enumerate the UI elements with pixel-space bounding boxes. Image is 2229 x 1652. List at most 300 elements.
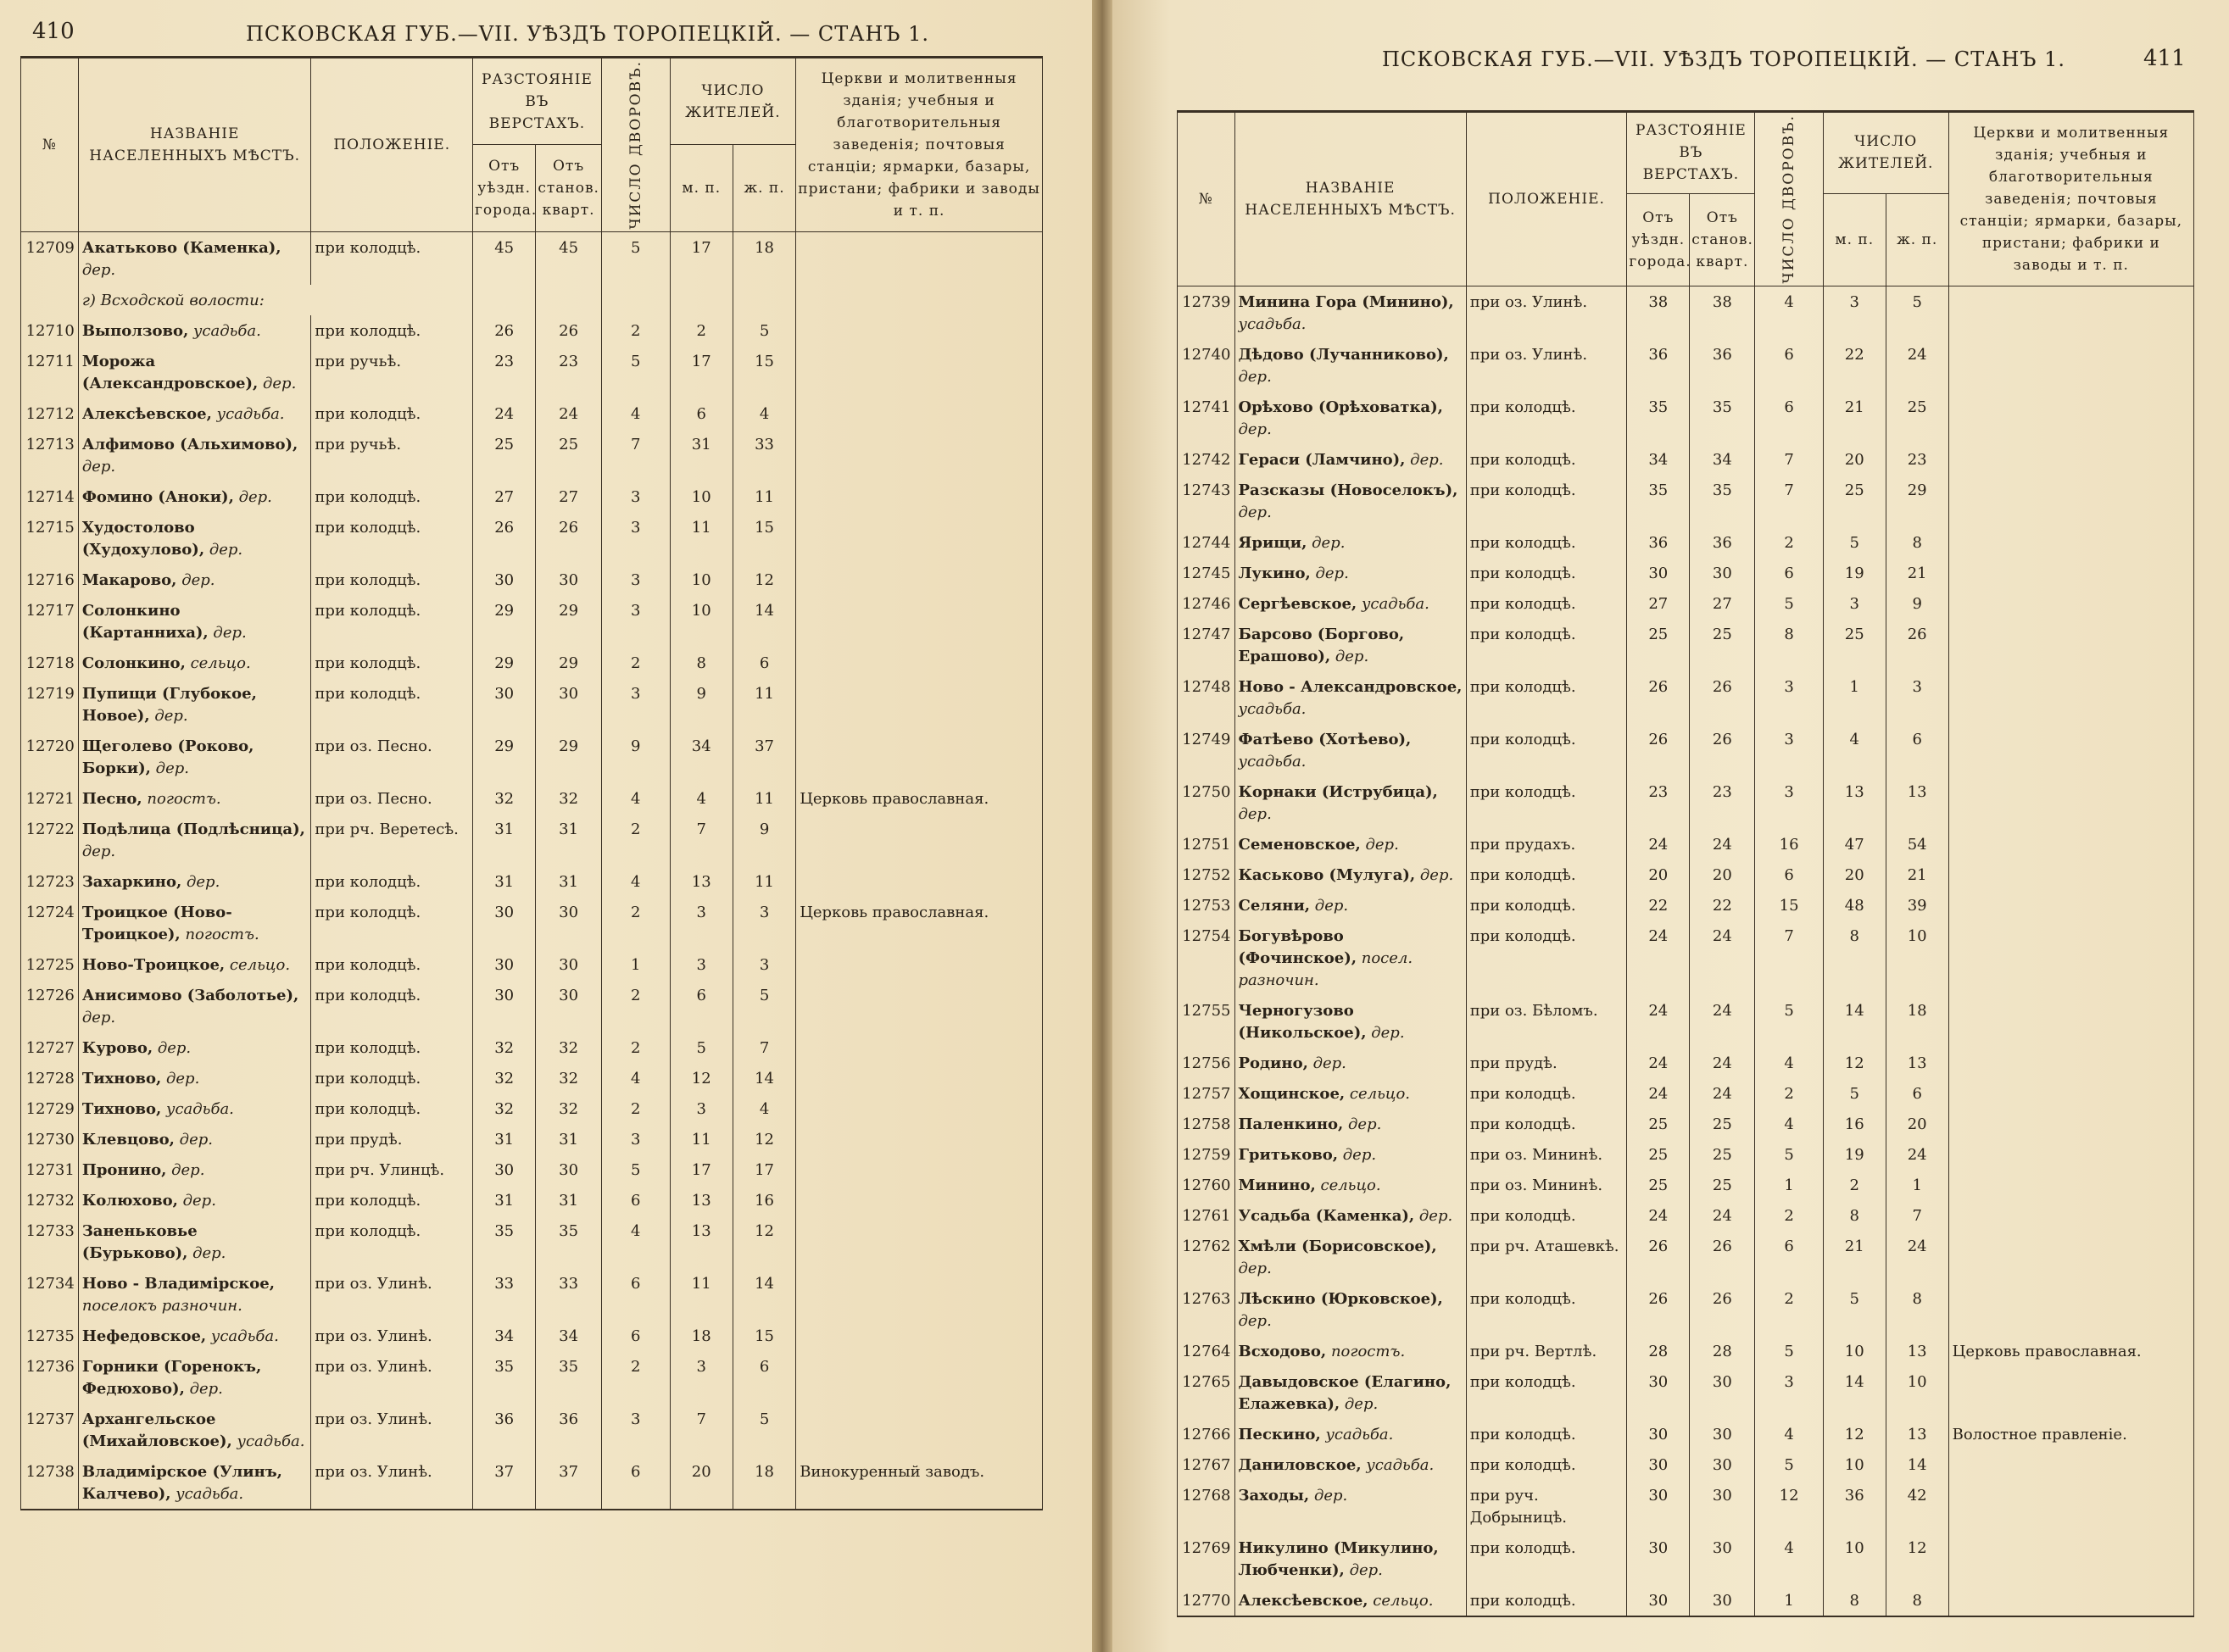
- col-dist-city-header: Отъ уѣздн. города.: [473, 145, 536, 231]
- cell-female: 3: [1886, 671, 1948, 724]
- place-name: Алексѣевское,: [81, 404, 212, 423]
- cell-number: 12768: [1178, 1480, 1235, 1532]
- cell-yards: 7: [1755, 444, 1823, 475]
- place-type: дер.: [81, 260, 116, 279]
- cell-male: 21: [1823, 1231, 1886, 1283]
- cell-yards: 3: [1755, 1366, 1823, 1419]
- cell-male: 11: [670, 1268, 733, 1321]
- cell-male: 5: [1823, 1078, 1886, 1109]
- cell-yards: 4: [1755, 1109, 1823, 1139]
- place-type: дер.: [1410, 450, 1444, 469]
- cell-dist-stan: 24: [1690, 921, 1755, 995]
- cell-note: [796, 1321, 1043, 1351]
- cell-number: 12742: [1178, 444, 1235, 475]
- table-row: [21, 565, 1043, 595]
- cell-note: [796, 1404, 1043, 1456]
- cell-dist-city: 36: [473, 1404, 536, 1456]
- table-row: [21, 315, 1043, 346]
- cell-note: [796, 481, 1043, 512]
- cell-dist-city: 36: [1627, 527, 1690, 558]
- table-row: [1178, 1078, 2194, 1109]
- place-name: Минино,: [1238, 1176, 1316, 1194]
- table-row: [1178, 921, 2194, 995]
- cell-place-name: [78, 783, 311, 814]
- col-inhabitants-header: ЧИСЛО ЖИТЕЛЕЙ.: [670, 58, 796, 145]
- cell-dist-city: 27: [1627, 588, 1690, 619]
- table-row: [1178, 859, 2194, 890]
- table-row: [1178, 1366, 2194, 1419]
- cell-position: при колодцѣ.: [311, 648, 473, 678]
- place-name: Семеновское,: [1238, 835, 1361, 854]
- cell-position: при колодцѣ.: [311, 398, 473, 429]
- cell-dist-city: 26: [1627, 671, 1690, 724]
- cell-number: 12711: [21, 346, 79, 398]
- place-type: дер.: [1365, 835, 1399, 854]
- place-type: дер.: [1419, 865, 1454, 884]
- cell-male: 3: [1823, 588, 1886, 619]
- cell-note: [796, 1351, 1043, 1404]
- cell-number: 12764: [1178, 1336, 1235, 1366]
- col-num-header: №: [21, 58, 79, 232]
- cell-female: 24: [1886, 1231, 1948, 1283]
- cell-dist-stan: 24: [1690, 995, 1755, 1048]
- cell-female: 5: [733, 980, 795, 1032]
- cell-yards: 2: [601, 648, 670, 678]
- cell-yards: 6: [601, 1268, 670, 1321]
- table-row: [1178, 339, 2194, 392]
- cell-place-name: [78, 814, 311, 866]
- cell-number: 12756: [1178, 1048, 1235, 1078]
- table-row: [1178, 619, 2194, 671]
- place-type: дер.: [1312, 533, 1346, 552]
- place-name: Ново-Троицкое,: [81, 955, 226, 974]
- cell-dist-stan: 37: [536, 1456, 602, 1510]
- table-row: [1178, 829, 2194, 859]
- cell-note: [796, 595, 1043, 648]
- cell-dist-city: 32: [473, 783, 536, 814]
- cell-male: 13: [670, 1215, 733, 1268]
- cell-number: 12754: [1178, 921, 1235, 995]
- place-type: дер.: [181, 570, 215, 589]
- cell-position: при колодцѣ.: [1466, 1366, 1627, 1419]
- cell-note: [796, 648, 1043, 678]
- cell-number: 12745: [1178, 558, 1235, 588]
- cell-place-name: [1234, 339, 1466, 392]
- cell-note: [1948, 776, 2193, 829]
- cell-note: [1948, 1078, 2193, 1109]
- cell-position: при колодцѣ.: [1466, 724, 1627, 776]
- col-name-header: НАЗВАНІЕ НАСЕЛЕННЫХЪ МѢСТЪ.: [78, 58, 311, 232]
- place-name: Акатьково (Каменка),: [81, 238, 281, 257]
- cell-note: [796, 1124, 1043, 1154]
- cell-male: 17: [670, 1154, 733, 1185]
- cell-dist-city: 26: [473, 512, 536, 565]
- table-row: [1178, 286, 2194, 339]
- place-name: Даниловское,: [1238, 1455, 1362, 1474]
- cell-female: 21: [1886, 859, 1948, 890]
- table-row: [1178, 1170, 2194, 1200]
- cell-dist-stan: 31: [536, 814, 602, 866]
- table-row: [21, 1154, 1043, 1185]
- cell-yards: 2: [1755, 1078, 1823, 1109]
- cell-dist-city: 31: [473, 1185, 536, 1215]
- cell-place-name: [78, 1404, 311, 1456]
- cell-female: 15: [733, 346, 795, 398]
- cell-position: при колодцѣ.: [1466, 475, 1627, 527]
- col-dist-stan-header: Отъ станов. кварт.: [1690, 193, 1755, 286]
- table-row: [1178, 724, 2194, 776]
- cell-number: 12750: [1178, 776, 1235, 829]
- place-type: дер.: [166, 1069, 200, 1087]
- place-type: усадьба.: [237, 1432, 305, 1450]
- cell-note: [796, 429, 1043, 481]
- cell-yards: 4: [601, 398, 670, 429]
- cell-number: 12735: [21, 1321, 79, 1351]
- place-type: посел. разночин.: [1238, 948, 1413, 989]
- place-name: Макарово,: [81, 570, 177, 589]
- cell-number: 12724: [21, 897, 79, 949]
- cell-number: 12740: [1178, 339, 1235, 392]
- cell-number: 12720: [21, 731, 79, 783]
- place-type: дер.: [1238, 367, 1272, 386]
- place-type: сельцо.: [1320, 1176, 1381, 1194]
- cell-dist-city: 23: [1627, 776, 1690, 829]
- col-distance-header: РАЗСТОЯНІЕ ВЪ ВЕРСТАХЪ.: [473, 58, 602, 145]
- cell-female: 21: [1886, 558, 1948, 588]
- cell-dist-city: 24: [1627, 829, 1690, 859]
- cell-place-name: [1234, 1585, 1466, 1616]
- cell-female: 20: [1886, 1109, 1948, 1139]
- cell-note: [1948, 995, 2193, 1048]
- cell-place-name: [78, 897, 311, 949]
- cell-female: 13: [1886, 1419, 1948, 1449]
- table-row: [1178, 1480, 2194, 1532]
- cell-note: [1948, 1231, 2193, 1283]
- place-type: дер.: [1238, 1259, 1272, 1277]
- cell-place-name: [1234, 1200, 1466, 1231]
- table-row: [1178, 1109, 2194, 1139]
- cell-dist-city: 25: [1627, 1139, 1690, 1170]
- cell-male: 10: [1823, 1336, 1886, 1366]
- cell-dist-city: 30: [473, 565, 536, 595]
- cell-dist-stan: 24: [1690, 1200, 1755, 1231]
- table-row: [1178, 1231, 2194, 1283]
- cell-note: [796, 731, 1043, 783]
- cell-female: 10: [1886, 921, 1948, 995]
- cell-yards: 6: [601, 1456, 670, 1510]
- cell-female: 7: [1886, 1200, 1948, 1231]
- cell-dist-city: 35: [473, 1215, 536, 1268]
- cell-male: 10: [1823, 1449, 1886, 1480]
- cell-note: [1948, 859, 2193, 890]
- cell-place-name: [1234, 724, 1466, 776]
- table-row: [21, 980, 1043, 1032]
- cell-dist-city: 37: [473, 1456, 536, 1510]
- cell-dist-stan: 30: [536, 1154, 602, 1185]
- table-row: [1178, 392, 2194, 444]
- table-row: [1178, 1200, 2194, 1231]
- right-page: [1102, 0, 2229, 1652]
- cell-note: [796, 1093, 1043, 1124]
- place-type: дер.: [1335, 647, 1369, 665]
- cell-female: 39: [1886, 890, 1948, 921]
- cell-male: 21: [1823, 392, 1886, 444]
- cell-place-name: [78, 429, 311, 481]
- cell-dist-city: 35: [1627, 392, 1690, 444]
- col-inhabitants-header: ЧИСЛО ЖИТЕЛЕЙ.: [1823, 112, 1948, 194]
- cell-male: 3: [670, 1093, 733, 1124]
- cell-yards: 6: [1755, 339, 1823, 392]
- cell-position: при прудахъ.: [1466, 829, 1627, 859]
- place-name: Гритьково,: [1238, 1145, 1339, 1164]
- cell-place-name: [78, 595, 311, 648]
- place-name: Тихново,: [81, 1069, 162, 1087]
- cell-female: 42: [1886, 1480, 1948, 1532]
- cell-number: 12733: [21, 1215, 79, 1268]
- cell-number: 12744: [1178, 527, 1235, 558]
- cell-yards: 4: [1755, 1532, 1823, 1585]
- cell-female: 6: [1886, 1078, 1948, 1109]
- cell-male: 4: [670, 783, 733, 814]
- cell-note: [1948, 558, 2193, 588]
- place-name: Заненьковье (Бурьково),: [81, 1221, 198, 1262]
- cell-male: 19: [1823, 558, 1886, 588]
- cell-dist-stan: 32: [536, 1093, 602, 1124]
- cell-dist-city: 26: [473, 315, 536, 346]
- cell-note: [796, 398, 1043, 429]
- cell-yards: 4: [601, 866, 670, 897]
- cell-note: [1948, 1109, 2193, 1139]
- cell-number: 12722: [21, 814, 79, 866]
- place-name: Анисимово (Заболотье),: [81, 986, 299, 1004]
- cell-male: 2: [670, 315, 733, 346]
- table-row: [21, 866, 1043, 897]
- cell-position: при колодцѣ.: [1466, 1078, 1627, 1109]
- cell-number: 12755: [1178, 995, 1235, 1048]
- place-name: Сергѣевское,: [1238, 594, 1357, 613]
- col-dist-city-header: Отъ уѣздн. города.: [1627, 193, 1690, 286]
- cell-male: 18: [670, 1321, 733, 1351]
- place-type: усадьба.: [1325, 1425, 1394, 1443]
- cell-male: 1: [1823, 671, 1886, 724]
- cell-yards: 5: [1755, 995, 1823, 1048]
- cell-place-name: [78, 1215, 311, 1268]
- cell-dist-city: 24: [1627, 1048, 1690, 1078]
- cell-female: 5: [733, 1404, 795, 1456]
- place-name: Дѣдово (Лучанниково),: [1238, 345, 1449, 364]
- cell-place-name: [78, 1351, 311, 1404]
- cell-dist-stan: 30: [536, 897, 602, 949]
- cell-female: 7: [733, 1032, 795, 1063]
- table-row: [1178, 671, 2194, 724]
- cell-dist-city: 30: [1627, 558, 1690, 588]
- cell-position: при колодцѣ.: [1466, 1200, 1627, 1231]
- table-row: [21, 648, 1043, 678]
- table-row: [21, 512, 1043, 565]
- cell-number: 12723: [21, 866, 79, 897]
- cell-note: [1948, 339, 2193, 392]
- cell-place-name: [1234, 392, 1466, 444]
- cell-dist-stan: 36: [536, 1404, 602, 1456]
- cell-number: 12751: [1178, 829, 1235, 859]
- cell-position: при колодцѣ.: [1466, 1109, 1627, 1139]
- cell-male: 13: [670, 1185, 733, 1215]
- cell-note: [796, 1268, 1043, 1321]
- cell-dist-stan: 28: [1690, 1336, 1755, 1366]
- cell-dist-city: 25: [1627, 619, 1690, 671]
- place-type: дер.: [81, 457, 116, 476]
- cell-dist-city: 32: [473, 1093, 536, 1124]
- place-name: Заходы,: [1238, 1486, 1310, 1505]
- cell-female: 17: [733, 1154, 795, 1185]
- cell-note: [1948, 286, 2193, 339]
- cell-place-name: [78, 1063, 311, 1093]
- cell-position: при оз. Улинѣ.: [311, 1456, 473, 1510]
- table-row: [21, 897, 1043, 949]
- cell-yards: 6: [1755, 1231, 1823, 1283]
- cell-place-name: [1234, 921, 1466, 995]
- cell-female: 15: [733, 512, 795, 565]
- place-type: дер.: [1238, 503, 1272, 521]
- cell-position: при рч. Вертлѣ.: [1466, 1336, 1627, 1366]
- place-name: Алексѣевское,: [1238, 1591, 1368, 1610]
- cell-yards: 2: [601, 897, 670, 949]
- cell-number: 12747: [1178, 619, 1235, 671]
- cell-female: 18: [733, 1456, 795, 1510]
- cell-position: при руч. Добрыницѣ.: [1466, 1480, 1627, 1532]
- table-row: [1178, 1585, 2194, 1616]
- cell-dist-city: 24: [473, 398, 536, 429]
- place-name: Каськово (Мулуга),: [1238, 865, 1416, 884]
- place-name: Колюхово,: [81, 1191, 178, 1210]
- cell-yards: 5: [1755, 1139, 1823, 1170]
- cell-yards: 7: [1755, 475, 1823, 527]
- place-name: Родино,: [1238, 1054, 1308, 1072]
- cell-position: при рч. Аташевкѣ.: [1466, 1231, 1627, 1283]
- running-head-left: ПСКОВСКАЯ ГУБ.—VII. УѢЗДЪ ТОРОПЕЦКІЙ. — СТАНЪ 1.: [246, 22, 929, 46]
- cell-male: 16: [1823, 1109, 1886, 1139]
- place-name: Селяни,: [1238, 896, 1311, 915]
- cell-yards: 6: [601, 1321, 670, 1351]
- cell-number: 12714: [21, 481, 79, 512]
- col-distance-header: РАЗСТОЯНІЕ ВЪ ВЕРСТАХЪ.: [1627, 112, 1755, 194]
- col-male-header: м. п.: [1823, 193, 1886, 286]
- cell-dist-city: 26: [1627, 1283, 1690, 1336]
- cell-note: [1948, 1449, 2193, 1480]
- cell-female: 12: [733, 1215, 795, 1268]
- cell-yards: 5: [601, 1154, 670, 1185]
- table-row: [21, 814, 1043, 866]
- cell-position: при колодцѣ.: [1466, 921, 1627, 995]
- cell-note: [796, 315, 1043, 346]
- cell-yards: 2: [601, 980, 670, 1032]
- cell-yards: 6: [1755, 558, 1823, 588]
- cell-place-name: [1234, 1078, 1466, 1109]
- cell-place-name: [78, 315, 311, 346]
- cell-yards: 5: [1755, 1449, 1823, 1480]
- cell-place-name: [78, 398, 311, 429]
- cell-number: 12762: [1178, 1231, 1235, 1283]
- cell-note: [1948, 588, 2193, 619]
- place-name: Выползово,: [81, 321, 189, 340]
- cell-number: 12766: [1178, 1419, 1235, 1449]
- cell-place-name: [78, 949, 311, 980]
- cell-dist-stan: 30: [1690, 1419, 1755, 1449]
- cell-position: при рч. Улинцѣ.: [311, 1154, 473, 1185]
- cell-number: 12716: [21, 565, 79, 595]
- place-name: Архангельское (Михайловское),: [81, 1410, 232, 1450]
- cell-note: [1948, 671, 2193, 724]
- cell-place-name: [1234, 1336, 1466, 1366]
- place-type: дер.: [209, 540, 243, 559]
- cell-male: 48: [1823, 890, 1886, 921]
- cell-yards: 3: [601, 678, 670, 731]
- cell-position: при колодцѣ.: [311, 231, 473, 285]
- cell-place-name: [1234, 588, 1466, 619]
- cell-dist-stan: 20: [1690, 859, 1755, 890]
- cell-dist-stan: 24: [1690, 1078, 1755, 1109]
- place-type: дер.: [171, 1160, 205, 1179]
- cell-male: 12: [1823, 1048, 1886, 1078]
- cell-number: 12729: [21, 1093, 79, 1124]
- place-name: Песно,: [81, 789, 142, 808]
- place-type: дер.: [1238, 1311, 1272, 1330]
- cell-male: 34: [670, 731, 733, 783]
- cell-dist-stan: 30: [1690, 1532, 1755, 1585]
- cell-dist-stan: 25: [536, 429, 602, 481]
- table-row: [21, 783, 1043, 814]
- cell-yards: 2: [601, 1032, 670, 1063]
- table-row: [1178, 776, 2194, 829]
- cell-dist-city: 26: [1627, 1231, 1690, 1283]
- cell-dist-city: 24: [1627, 921, 1690, 995]
- cell-number: 12763: [1178, 1283, 1235, 1336]
- cell-female: 25: [1886, 392, 1948, 444]
- cell-dist-stan: 30: [536, 949, 602, 980]
- table-row: [21, 1093, 1043, 1124]
- place-type: дер.: [1349, 1560, 1383, 1579]
- place-type: усадьба.: [1238, 314, 1307, 333]
- table-row: [1178, 1532, 2194, 1585]
- cell-female: 6: [1886, 724, 1948, 776]
- cell-dist-stan: 32: [536, 1032, 602, 1063]
- cell-number: 12734: [21, 1268, 79, 1321]
- table-row: [21, 481, 1043, 512]
- place-name: Курово,: [81, 1038, 153, 1057]
- place-type: дер.: [238, 487, 272, 506]
- cell-position: при оз. Улинѣ.: [311, 1321, 473, 1351]
- cell-male: 14: [1823, 1366, 1886, 1419]
- cell-note: [796, 980, 1043, 1032]
- cell-position: при оз. Улинѣ.: [1466, 286, 1627, 339]
- cell-number: 12759: [1178, 1139, 1235, 1170]
- cell-number: 12769: [1178, 1532, 1235, 1585]
- place-name: Подѣлица (Подлѣсница),: [81, 820, 305, 838]
- cell-dist-city: 30: [473, 1154, 536, 1185]
- table-row: [21, 1268, 1043, 1321]
- cell-note: [1948, 890, 2193, 921]
- cell-dist-city: 25: [473, 429, 536, 481]
- col-dist-stan-header: Отъ станов. кварт.: [536, 145, 602, 231]
- cell-dist-city: 24: [1627, 1078, 1690, 1109]
- place-name: Паленкино,: [1238, 1115, 1344, 1133]
- cell-number: 12709: [21, 231, 79, 285]
- cell-place-name: [78, 1268, 311, 1321]
- cell-dist-city: 23: [473, 346, 536, 398]
- cell-place-name: [78, 648, 311, 678]
- table-row: [1178, 588, 2194, 619]
- cell-yards: 2: [1755, 1200, 1823, 1231]
